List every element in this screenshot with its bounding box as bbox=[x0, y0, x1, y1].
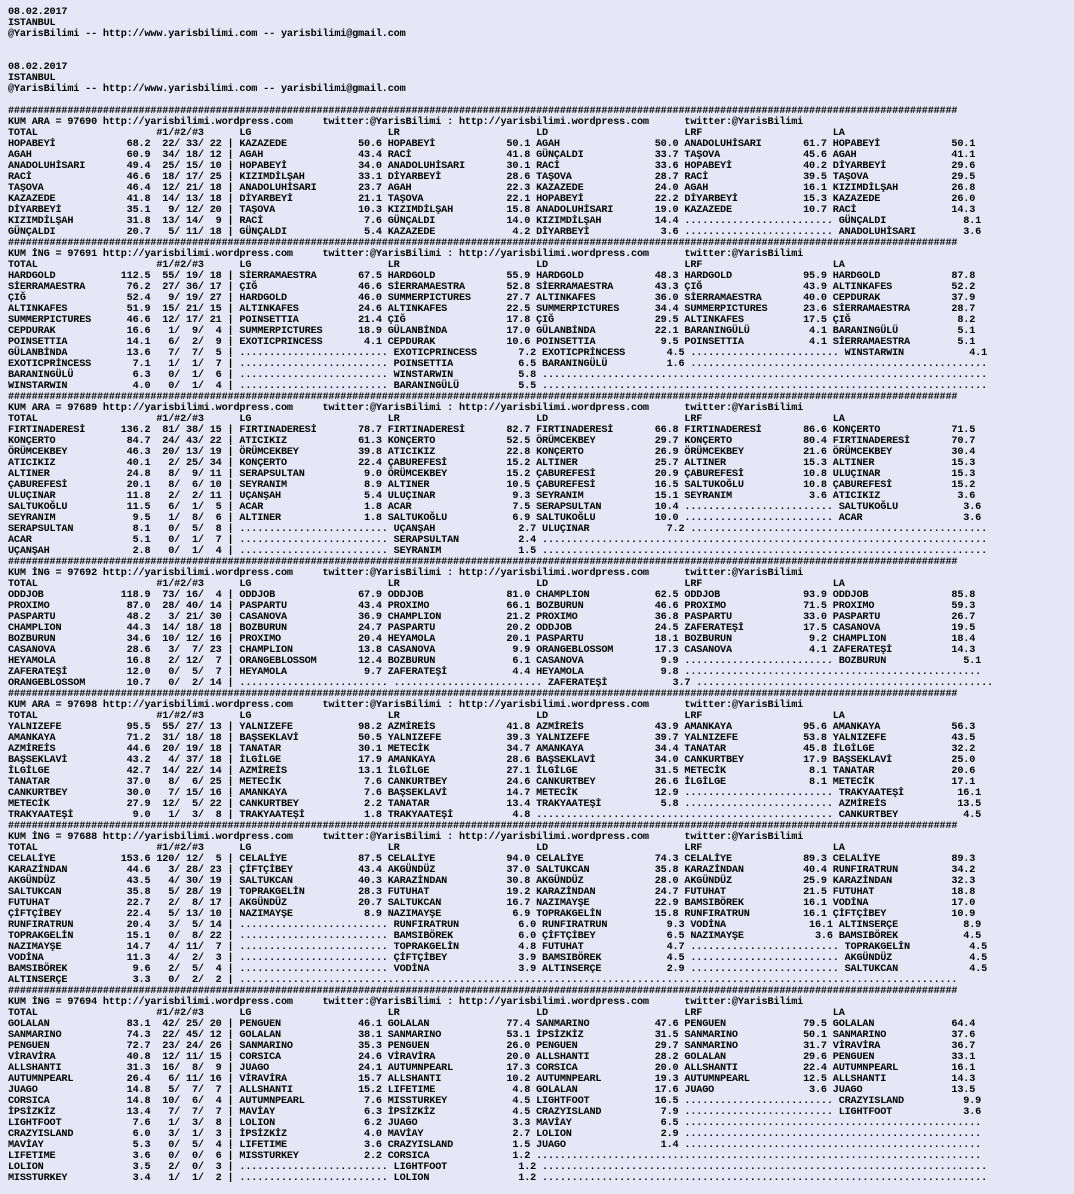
horse-row: KIZIMDİLŞAH 31.8 13/ 14/ 9 | RACİ 7.6 GÜNÇALDI 14.0 KIZIMDİLŞAH 14.4 ......................... GÜNÇALDI 8.1 bbox=[8, 216, 982, 227]
horse-row: MAVİAY 5.3 0/ 5/ 4 | LIFETIME 3.6 CRAZYISLAND 1.5 JUAGO 1.4 .................................................. bbox=[8, 1140, 982, 1151]
header-line bbox=[8, 95, 1072, 106]
horse-row: TAŞOVA 46.4 12/ 21/ 18 | ANADOLUHİSARI 23.7 AGAH 22.3 KAZAZEDE 24.0 AGAH 16.1 KIZIMDİLŞAH 26.8 bbox=[8, 183, 976, 194]
race-title-line: KUM ARA = 97690 http://yarisbilimi.wordpress.com twitter:@YarisBilimi : http://yarisbilimi.wordpress.com twitter:@YarisBilimi bbox=[8, 117, 804, 128]
horse-row: BAŞSEKLAVİ 43.2 4/ 37/ 18 | İLGİLGE 17.9 AMANKAYA 28.6 BAŞSEKLAVİ 34.0 CANKURTBEY 17.9 BAŞSEKLAVİ 25.0 bbox=[8, 755, 976, 766]
header-line: ISTANBUL bbox=[8, 18, 56, 29]
horse-row: SALTUKOĞLU 11.5 6/ 1/ 5 | ACAR 1.8 ACAR 7.5 SERAPSULTAN 10.4 ......................... SALTUKOĞLU 3.6 bbox=[8, 502, 982, 513]
separator-line: ################################################################################################################################################################ bbox=[8, 557, 958, 568]
horse-row: SANMARINO 74.3 22/ 45/ 12 | GOLALAN 38.1 SANMARINO 53.1 İPSİZKİZ 31.5 SANMARINO 50.1 SANMARINO 37.6 bbox=[8, 1030, 976, 1041]
horse-row: FUTUHAT 22.7 2/ 8/ 17 | AKGÜNDÜZ 20.7 SALTUKCAN 16.7 NAZIMAYŞE 22.9 BAMSIBÖREK 16.1 VODİNA 17.0 bbox=[8, 898, 976, 909]
horse-row: CASANOVA 28.6 3/ 7/ 23 | CHAMPLION 13.8 CASANOVA 9.9 ORANGEBLOSSOM 17.3 CASANOVA 4.1 ZAFERATEŞİ 14.3 bbox=[8, 645, 976, 656]
horse-row: ACAR 5.1 0/ 1/ 7 | ......................... SERAPSULTAN 2.4 ........................................................................... bbox=[8, 535, 988, 546]
horse-row: CHAMPLION 44.3 14/ 18/ 18 | BOZBURUN 24.7 PASPARTU 20.2 ODDJOB 24.5 ZAFERATEŞİ 17.5 CASANOVA 19.5 bbox=[8, 623, 976, 634]
horse-row: BAMSIBÖREK 9.6 2/ 5/ 4 | ......................... VODİNA 3.9 ALTINSERÇE 2.9 ......................... SALTUKCAN 4.5 bbox=[8, 964, 988, 975]
horse-row: ÇIĞ 52.4 9/ 19/ 27 | HARDGOLD 46.0 SUMMERPICTURES 27.7 ALTINKAFES 36.0 SİERRAMAESTRA 40.0 CEPDURAK 37.9 bbox=[8, 293, 976, 304]
horse-row: ÇİFTÇİBEY 22.4 5/ 13/ 10 | NAZIMAYŞE 8.9 NAZIMAYŞE 6.9 TOPRAKGELİN 15.8 RUNFIRATRUN 16.1 ÇİFTÇİBEY 10.9 bbox=[8, 909, 976, 920]
horse-row: AKGÜNDÜZ 43.5 4/ 30/ 19 | SALTUKCAN 40.3 KARAZİNDAN 30.8 AKGÜNDÜZ 28.0 AKGÜNDÜZ 25.9 KARAZİNDAN 32.3 bbox=[8, 876, 976, 887]
horse-row: SUMMERPICTURES 46.6 12/ 17/ 21 | POINSETTIA 21.4 ÇIĞ 17.8 ÇIĞ 29.5 ALTINKAFES 17.5 ÇIĞ 8.2 bbox=[8, 315, 976, 326]
horse-row: CELALİYE 153.6 120/ 12/ 5 | CELALİYE 87.5 CELALİYE 94.0 CELALİYE 74.3 CELALİYE 89.3 CELALİYE 89.3 bbox=[8, 854, 976, 865]
race-title-line: KUM İNG = 97691 http://yarisbilimi.wordpress.com twitter:@YarisBilimi : http://yarisbilimi.wordpress.com twitter:@YarisBilimi bbox=[8, 249, 804, 260]
horse-row: VODİNA 11.3 4/ 2/ 3 | ......................... ÇİFTÇİBEY 3.9 BAMSIBÖREK 4.5 ......................... AKGÜNDÜZ 4.5 bbox=[8, 953, 988, 964]
horse-row: KAZAZEDE 41.8 14/ 13/ 18 | DİYARBEYİ 21.1 TAŞOVA 22.1 HOPABEYİ 22.2 DİYARBEYİ 15.3 KAZAZEDE 26.0 bbox=[8, 194, 976, 205]
horse-row: UÇANŞAH 2.8 0/ 1/ 4 | ......................... SEYRANIM 1.5 ........................................................................... bbox=[8, 546, 988, 557]
header-line bbox=[8, 40, 1072, 51]
horse-row: TOPRAKGELİN 15.1 0/ 8/ 22 | ......................... BAMSIBÖREK 6.0 ÇİFTÇİBEY 6.5 NAZIMAYŞE 3.6 BAMSIBÖREK 4.5 bbox=[8, 931, 982, 942]
horse-row: PASPARTU 48.2 3/ 21/ 30 | CASANOVA 36.9 CHAMPLION 21.2 PROXIMO 36.8 PASPARTU 33.0 PASPARTU 26.7 bbox=[8, 612, 976, 623]
header-line bbox=[8, 51, 1072, 62]
horse-row: ALTINER 24.8 8/ 9/ 11 | SERAPSULTAN 9.0 ÖRÜMCEKBEY 15.2 ÇABUREFESİ 20.9 ÇABUREFESİ 10.8 ULUÇINAR 15.3 bbox=[8, 469, 976, 480]
horse-row: GOLALAN 83.1 42/ 25/ 20 | PENGUEN 46.1 GOLALAN 77.4 SANMARINO 47.6 PENGUEN 79.5 GOLALAN 64.4 bbox=[8, 1019, 976, 1030]
horse-row: AZMİREİS 44.6 20/ 19/ 18 | TANATAR 30.1 METECİK 34.7 AMANKAYA 34.4 TANATAR 45.8 İLGİLGE 32.2 bbox=[8, 744, 976, 755]
horse-row: FIRTINADERESİ 136.2 81/ 38/ 15 | FIRTINADERESİ 78.7 FIRTINADERESİ 82.7 FIRTINADERESİ 66.8 FIRTINADERESİ 86.6 KONÇERTO 71.5 bbox=[8, 425, 976, 436]
horse-row: SERAPSULTAN 8.1 0/ 5/ 8 | ......................... UÇANŞAH 2.7 ULUÇINAR 7.2 .................................................. bbox=[8, 524, 988, 535]
horse-row: ODDJOB 118.9 73/ 16/ 4 | ODDJOB 67.9 ODDJOB 81.0 CHAMPLION 62.5 ODDJOB 93.9 ODDJOB 85.8 bbox=[8, 590, 976, 601]
horse-row: LOLION 3.5 2/ 0/ 3 | ......................... LIGHTFOOT 1.2 ........................................................................... bbox=[8, 1162, 988, 1173]
horse-row: POINSETTIA 14.1 6/ 2/ 9 | EXOTICPRINCESS 4.1 CEPDURAK 10.6 POINSETTIA 9.5 POINSETTIA 4.1 SİERRAMAESTRA 5.1 bbox=[8, 337, 976, 348]
column-header-line: TOTAL #1/#2/#3 LG LR LD LRF LA bbox=[8, 260, 845, 271]
column-header-line: TOTAL #1/#2/#3 LG LR LD LRF LA bbox=[8, 1008, 845, 1019]
column-header-line: TOTAL #1/#2/#3 LG LR LD LRF LA bbox=[8, 579, 845, 590]
horse-row: ZAFERATEŞİ 12.0 0/ 5/ 7 | HEYAMOLA 9.7 ZAFERATEŞİ 4.4 HEYAMOLA 9.8 .................................................. bbox=[8, 667, 982, 678]
horse-row: NAZIMAYŞE 14.7 4/ 11/ 7 | ......................... TOPRAKGELİN 4.8 FUTUHAT 4.7 ......................... TOPRAKGELİN 4.5 bbox=[8, 942, 988, 953]
horse-row: GÜNÇALDI 20.7 5/ 11/ 18 | GÜNÇALDI 5.4 KAZAZEDE 4.2 DİYARBEYİ 3.6 ......................... ANADOLUHİSARI 3.6 bbox=[8, 227, 982, 238]
horse-row: YALNIZEFE 95.5 55/ 27/ 13 | YALNIZEFE 98.2 AZMİREİS 41.8 AZMİREİS 43.9 AMANKAYA 95.6 AMANKAYA 56.3 bbox=[8, 722, 976, 733]
separator-line: ################################################################################################################################################################ bbox=[8, 986, 958, 997]
horse-row: ÖRÜMCEKBEY 46.3 20/ 13/ 19 | ÖRÜMCEKBEY 39.8 ATICIKIZ 22.8 KONÇERTO 26.9 ÖRÜMCEKBEY 21.6 ÖRÜMCEKBEY 30.4 bbox=[8, 447, 976, 458]
separator-line: ################################################################################################################################################################ bbox=[8, 689, 958, 700]
horse-row: SEYRANIM 9.5 1/ 8/ 6 | ALTINER 1.8 SALTUKOĞLU 6.9 SALTUKOĞLU 10.0 ......................... ACAR 3.6 bbox=[8, 513, 982, 524]
header-line: 08.02.2017 bbox=[8, 62, 68, 73]
horse-row: KARAZİNDAN 44.6 3/ 28/ 23 | ÇİFTÇİBEY 43.4 AKGÜNDÜZ 37.0 SALTUKCAN 35.8 KARAZİNDAN 40.4 RUNFIRATRUN 34.2 bbox=[8, 865, 976, 876]
header-line: @YarisBilimi -- http://www.yarisbilimi.com -- yarisbilimi@gmail.com bbox=[8, 29, 406, 40]
horse-row: TANATAR 37.0 8/ 6/ 25 | METECİK 7.6 CANKURTBEY 24.6 CANKURTBEY 26.6 İLGİLGE 8.1 METECİK 17.1 bbox=[8, 777, 976, 788]
horse-row: TRAKYAATEŞİ 9.0 1/ 3/ 8 | TRAKYAATEŞİ 1.8 TRAKYAATEŞİ 4.8 .................................................. CANKURTBEY 4.5 bbox=[8, 810, 982, 821]
horse-row: ÇABUREFESİ 20.1 8/ 6/ 10 | SEYRANIM 8.9 ALTINER 10.5 ÇABUREFESİ 16.5 SALTUKOĞLU 10.8 ÇABUREFESİ 15.2 bbox=[8, 480, 976, 491]
horse-row: CRAZYISLAND 6.0 3/ 1/ 3 | İPSİZKİZ 4.0 MAVİAY 2.7 LOLION 2.9 .................................................. bbox=[8, 1129, 982, 1140]
race-title-line: KUM İNG = 97694 http://yarisbilimi.wordpress.com twitter:@YarisBilimi : http://yarisbilimi.wordpress.com twitter:@YarisBilimi bbox=[8, 997, 804, 1008]
horse-row: HARDGOLD 112.5 55/ 19/ 18 | SİERRAMAESTRA 67.5 HARDGOLD 55.9 HARDGOLD 48.3 HARDGOLD 95.9 HARDGOLD 87.8 bbox=[8, 271, 976, 282]
horse-row: VİRAVİRA 40.8 12/ 11/ 15 | CORSICA 24.6 VİRAVİRA 20.0 ALLSHANTI 28.2 GOLALAN 29.6 PENGUEN 33.1 bbox=[8, 1052, 976, 1063]
horse-row: METECİK 27.9 12/ 5/ 22 | CANKURTBEY 2.2 TANATAR 13.4 TRAKYAATEŞİ 5.8 ......................... AZMİREİS 13.5 bbox=[8, 799, 982, 810]
column-header-line: TOTAL #1/#2/#3 LG LR LD LRF LA bbox=[8, 711, 845, 722]
separator-line: ################################################################################################################################################################ bbox=[8, 821, 958, 832]
horse-row: CORSICA 14.8 10/ 6/ 4 | AUTUMNPEARL 7.6 MISSTURKEY 4.5 LIGHTFOOT 16.5 ......................... CRAZYISLAND 9.9 bbox=[8, 1096, 982, 1107]
horse-row: GÜLANBİNDA 13.6 7/ 7/ 5 | ......................... EXOTICPRINCESS 7.2 EXOTICPRİNCESS 4.5 ......................... WINSTARWIN 4.1 bbox=[8, 348, 988, 359]
horse-row: ATICIKIZ 40.1 2/ 25/ 34 | KONÇERTO 22.4 ÇABUREFESİ 15.2 ALTINER 25.7 ALTINER 15.3 ALTINER 15.3 bbox=[8, 458, 976, 469]
horse-row: JUAGO 14.8 5/ 7/ 7 | ALLSHANTI 15.2 LIFETIME 4.8 GOLALAN 17.6 JUAGO 3.6 JUAGO 13.5 bbox=[8, 1085, 976, 1096]
text-report bbox=[8, 7, 1072, 1193]
horse-row: ALLSHANTI 31.3 16/ 8/ 9 | JUAGO 24.1 AUTUMNPEARL 17.3 CORSICA 20.0 ALLSHANTI 22.4 AUTUMNPEARL 16.1 bbox=[8, 1063, 976, 1074]
horse-row: SİERRAMAESTRA 76.2 27/ 36/ 17 | ÇIĞ 46.6 SİERRAMAESTRA 52.8 SİERRAMAESTRA 43.3 ÇIĞ 43.9 ALTINKAFES 52.2 bbox=[8, 282, 976, 293]
horse-row: WINSTARWIN 4.0 0/ 1/ 4 | ......................... BARANINGÜLÜ 5.5 ........................................................................... bbox=[8, 381, 988, 392]
horse-row: ORANGEBLOSSOM 10.7 0/ 2/ 14 | ......................... ......................... ZAFERATEŞİ 3.7 .................................................. bbox=[8, 678, 993, 689]
horse-row: PENGUEN 72.7 23/ 24/ 26 | SANMARINO 35.3 PENGUEN 26.0 PENGUEN 29.7 SANMARINO 31.7 VİRAVİRA 36.7 bbox=[8, 1041, 976, 1052]
column-header-line: TOTAL #1/#2/#3 LG LR LD LRF LA bbox=[8, 843, 845, 854]
race-title-line: KUM İNG = 97692 http://yarisbilimi.wordpress.com twitter:@YarisBilimi : http://yarisbilimi.wordpress.com twitter:@YarisBilimi bbox=[8, 568, 804, 579]
horse-row: HOPABEYİ 68.2 22/ 33/ 22 | KAZAZEDE 50.6 HOPABEYİ 50.1 AGAH 50.0 ANADOLUHİSARI 61.7 HOPABEYİ 50.1 bbox=[8, 139, 976, 150]
horse-row: BOZBURUN 34.6 10/ 12/ 16 | PROXIMO 20.4 HEYAMOLA 20.1 PASPARTU 18.1 BOZBURUN 9.2 CHAMPLION 18.4 bbox=[8, 634, 976, 645]
horse-row: AUTUMNPEARL 26.4 6/ 11/ 16 | VİRAVİRA 15.7 ALLSHANTI 10.2 AUTUMNPEARL 19.3 AUTUMNPEARL 12.5 ALLSHANTI 14.3 bbox=[8, 1074, 976, 1085]
horse-row: LIFETIME 3.6 0/ 0/ 6 | MISSTURKEY 2.2 CORSICA 1.2 ........................................................................... bbox=[8, 1151, 982, 1162]
horse-row: EXOTICPRİNCESS 7.1 1/ 1/ 7 | ......................... POINSETTIA 6.5 BARANINGÜLÜ 1.6 .................................................. bbox=[8, 359, 988, 370]
horse-row: HEYAMOLA 16.8 2/ 12/ 7 | ORANGEBLOSSOM 12.4 BOZBURUN 6.1 CASANOVA 9.9 ......................... BOZBURUN 5.1 bbox=[8, 656, 982, 667]
race-title-line: KUM ARA = 97698 http://yarisbilimi.wordpress.com twitter:@YarisBilimi : http://yarisbilimi.wordpress.com twitter:@YarisBilimi bbox=[8, 700, 804, 711]
horse-row: CANKURTBEY 30.0 7/ 15/ 16 | AMANKAYA 7.6 BAŞSEKLAVİ 14.7 METECİK 12.9 ......................... TRAKYAATEŞİ 16.1 bbox=[8, 788, 982, 799]
horse-row: BARANINGÜLÜ 6.3 0/ 1/ 6 | ......................... WINSTARWIN 5.8 ........................................................................... bbox=[8, 370, 988, 381]
horse-row: CEPDURAK 16.6 1/ 9/ 4 | SUMMERPICTURES 18.9 GÜLANBİNDA 17.0 GÜLANBİNDA 22.1 BARANINGÜLÜ 4.1 BARANINGÜLÜ 5.1 bbox=[8, 326, 976, 337]
header-line: ISTANBUL bbox=[8, 73, 56, 84]
horse-row: DİYARBEYİ 35.1 9/ 12/ 20 | TAŞOVA 10.3 KIZIMDİLŞAH 15.8 ANADOLUHİSARI 19.0 KAZAZEDE 10.7 RACİ 14.3 bbox=[8, 205, 976, 216]
column-header-line: TOTAL #1/#2/#3 LG LR LD LRF LA bbox=[8, 128, 845, 139]
horse-row: RACİ 46.6 18/ 17/ 25 | KIZIMDİLŞAH 33.1 DİYARBEYİ 28.6 TAŞOVA 28.7 RACİ 39.5 TAŞOVA 29.5 bbox=[8, 172, 976, 183]
horse-row: SALTUKCAN 35.8 5/ 28/ 19 | TOPRAKGELİN 28.3 FUTUHAT 19.2 KARAZİNDAN 24.7 FUTUHAT 21.5 FUTUHAT 18.8 bbox=[8, 887, 976, 898]
header-line: @YarisBilimi -- http://www.yarisbilimi.com -- yarisbilimi@gmail.com bbox=[8, 84, 406, 95]
header-line: 08.02.2017 bbox=[8, 7, 68, 18]
horse-row: AMANKAYA 71.2 31/ 18/ 18 | BAŞSEKLAVİ 50.5 YALNIZEFE 39.3 YALNIZEFE 39.7 YALNIZEFE 53.8 YALNIZEFE 43.5 bbox=[8, 733, 976, 744]
horse-row: ALTINKAFES 51.9 15/ 21/ 15 | ALTINKAFES 24.6 ALTINKAFES 22.5 SUMMERPICTURES 34.4 SUMMERPICTURES 23.6 SİERRAMAESTRA 28.7 bbox=[8, 304, 976, 315]
horse-row: ALTINSERÇE 3.3 0/ 2/ 2 | ......................................................................................................................... bbox=[8, 975, 958, 986]
column-header-line: TOTAL #1/#2/#3 LG LR LD LRF LA bbox=[8, 414, 845, 425]
horse-row: ANADOLUHİSARI 49.4 25/ 15/ 10 | HOPABEYİ 34.0 ANADOLUHİSARI 30.1 RACİ 33.6 HOPABEYİ 40.2 DİYARBEYİ 29.6 bbox=[8, 161, 976, 172]
horse-row: PROXIMO 87.0 28/ 40/ 14 | PASPARTU 43.4 PROXIMO 66.1 BOZBURUN 46.6 PROXIMO 71.5 PROXIMO 59.3 bbox=[8, 601, 976, 612]
horse-row: ULUÇINAR 11.8 2/ 2/ 11 | UÇANŞAH 5.4 ULUÇINAR 9.3 SEYRANIM 15.1 SEYRANIM 3.6 ATICIKIZ 3.6 bbox=[8, 491, 976, 502]
header-line: ################################################################################################################################################################ bbox=[8, 106, 958, 117]
race-title-line: KUM İNG = 97688 http://yarisbilimi.wordpress.com twitter:@YarisBilimi : http://yarisbilimi.wordpress.com twitter:@YarisBilimi bbox=[8, 832, 804, 843]
horse-row: MISSTURKEY 3.4 1/ 1/ 2 | ......................... LOLION 1.2 ........................................................................... bbox=[8, 1173, 988, 1184]
horse-row: LIGHTFOOT 7.6 1/ 3/ 8 | LOLION 6.2 JUAGO 3.3 MAVİAY 6.5 .................................................. bbox=[8, 1118, 982, 1129]
race-title-line: KUM ARA = 97689 http://yarisbilimi.wordpress.com twitter:@YarisBilimi : http://yarisbilimi.wordpress.com twitter:@YarisBilimi bbox=[8, 403, 804, 414]
horse-row: KONÇERTO 84.7 24/ 43/ 22 | ATICIKIZ 61.3 KONÇERTO 52.5 ÖRÜMCEKBEY 29.7 KONÇERTO 80.4 FIRTINADERESİ 70.7 bbox=[8, 436, 976, 447]
separator-line: ################################################################################################################################################################ bbox=[8, 392, 958, 403]
horse-row: İLGİLGE 42.7 14/ 22/ 14 | AZMİREİS 13.1 İLGİLGE 27.1 İLGİLGE 31.5 METECİK 8.1 TANATAR 20.6 bbox=[8, 766, 976, 777]
horse-row: RUNFIRATRUN 20.4 3/ 5/ 14 | ......................... RUNFIRATRUN 6.0 RUNFIRATRUN 9.3 VODİNA 16.1 ALTINSERÇE 8.9 bbox=[8, 920, 982, 931]
horse-row: İPSİZKİZ 13.4 7/ 7/ 7 | MAVİAY 6.3 İPSİZKİZ 4.5 CRAZYISLAND 7.9 ......................... LIGHTFOOT 3.6 bbox=[8, 1107, 982, 1118]
separator-line: ################################################################################################################################################################ bbox=[8, 238, 958, 249]
horse-row: AGAH 60.9 34/ 18/ 12 | AGAH 43.4 RACİ 41.8 GÜNÇALDI 33.7 TAŞOVA 45.6 AGAH 41.1 bbox=[8, 150, 976, 161]
